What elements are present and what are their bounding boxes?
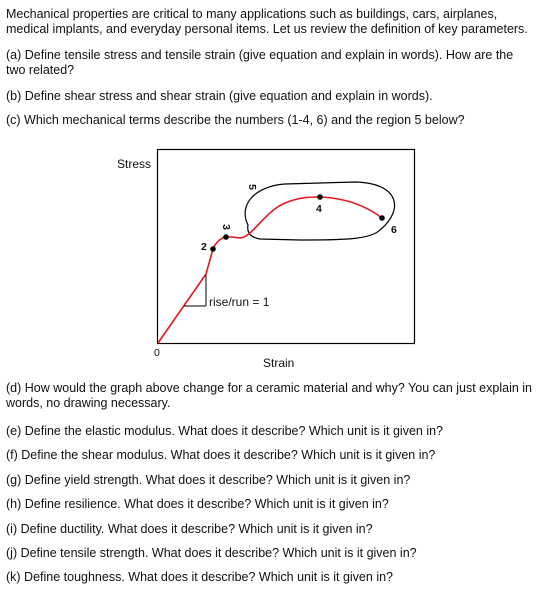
diagram-frame [158, 150, 415, 344]
point-3 [223, 234, 229, 240]
x-axis-label: Strain [263, 356, 295, 370]
point-3-label: 3 [219, 224, 232, 230]
point-4 [317, 194, 323, 200]
point-4-label: 4 [316, 203, 322, 215]
question-i: (i) Define ductility. What does it describe? Which unit is it given in? [6, 522, 373, 536]
question-k: (k) Define toughness. What does it describe? Which unit is it given in? [6, 570, 393, 584]
question-b: (b) Define shear stress and shear strain (give equation and explain in words). [6, 89, 433, 103]
stress-strain-curve [158, 197, 382, 343]
point-6 [379, 215, 385, 221]
question-a: (a) Define tensile stress and tensile strain (give equation and explain in words). How are the two related? [6, 48, 514, 77]
question-g: (g) Define yield strength. What does it describe? Which unit is it given in? [6, 473, 411, 487]
point-6-label: 6 [391, 224, 397, 236]
point-5-label: 5 [245, 184, 258, 190]
slope-label: rise/run = 1 [209, 295, 270, 309]
y-axis-label: Stress [117, 157, 152, 171]
point-2 [210, 246, 216, 252]
question-c: (c) Which mechanical terms describe the numbers (1-4, 6) and the region 5 below? [6, 113, 465, 127]
origin-label: 0 [154, 347, 160, 359]
intro-paragraph: Mechanical properties are critical to many applications such as buildings, cars, airplanes, medical implants, and everyday personal items. Let us review the definition of key parameters. [6, 7, 528, 36]
point-2-label: 2 [201, 241, 207, 253]
question-f: (f) Define the shear modulus. What does it describe? Which unit is it given in? [6, 448, 436, 462]
question-h: (h) Define resilience. What does it describe? Which unit is it given in? [6, 497, 389, 511]
question-j: (j) Define tensile strength. What does it describe? Which unit is it given in? [6, 546, 417, 560]
question-e: (e) Define the elastic modulus. What does it describe? Which unit is it given in? [6, 424, 444, 438]
question-d: (d) How would the graph above change for a ceramic material and why? You can just explain in words, no drawing necessary. [6, 381, 533, 410]
